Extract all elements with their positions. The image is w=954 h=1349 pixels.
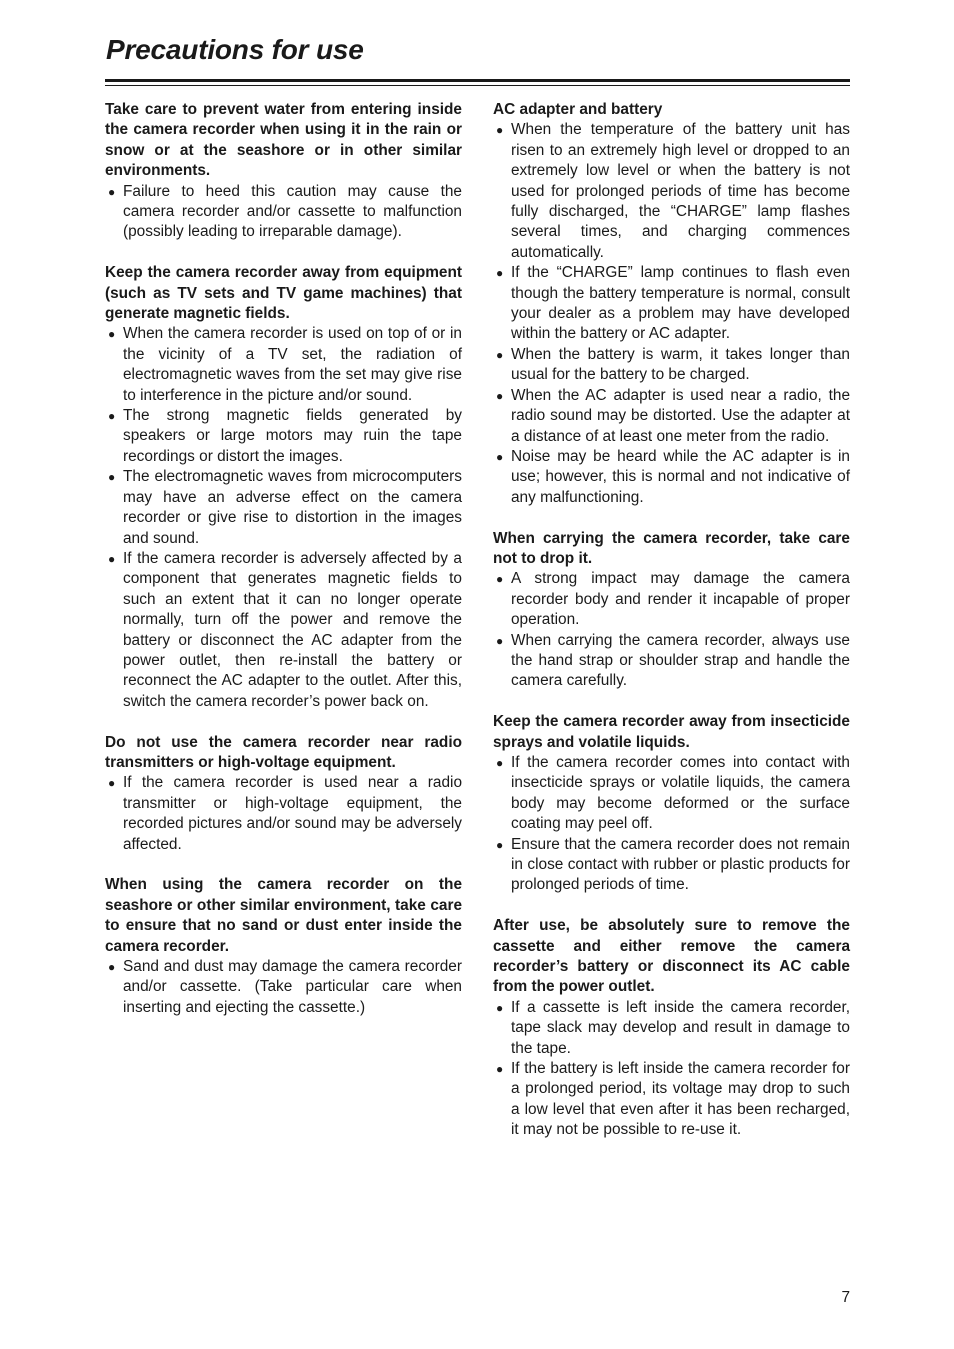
bullet-list (105, 324, 462, 712)
right-column (493, 100, 850, 1161)
bullet-list (105, 182, 462, 243)
bullet-item (493, 120, 850, 263)
bullet-icon: ● (108, 409, 116, 424)
bullet-item (493, 835, 850, 896)
bullet-item (105, 549, 462, 712)
title-rule-thick (105, 79, 850, 82)
section-heading: Do not use the camera recorder near radio transmitters or high-voltage equipment. (105, 733, 462, 771)
bullet-icon: ● (496, 755, 504, 770)
bullet-item (493, 631, 850, 692)
bullet-icon: ● (108, 776, 116, 791)
bullet-text: If the battery is left inside the camera recorder for a prolonged period, its voltage may drop to such a low level that even after it has been recharged, it may not be possible to re-use it. (511, 1060, 850, 1139)
bullet-text: If a cassette is left inside the camera recorder, tape slack may develop and result in damage to the tape. (511, 998, 850, 1057)
section-heading: Keep the camera recorder away from insecticide sprays and volatile liquids. (493, 713, 850, 751)
bullet-text: Noise may be heard while the AC adapter is in use; however, this is normal and not indicative of any malfunctioning. (511, 447, 850, 506)
page-title: Precautions for use (106, 34, 364, 65)
bullet-icon: ● (108, 327, 116, 342)
bullet-list (493, 120, 850, 508)
bullet-icon: ● (496, 1062, 504, 1077)
bullet-text: When the temperature of the battery unit has risen to an extremely high level or dropped to an extremely low level or when the battery is not used for prolonged periods of time has become fully discharged, the “CHARGE” lamp flashes several times, and charging commences automatically. (511, 121, 850, 261)
bullet-icon: ● (496, 837, 504, 852)
bullet-item (105, 467, 462, 549)
bullet-item (493, 1059, 850, 1141)
bullet-icon: ● (496, 633, 504, 648)
section-radio-transmitters (105, 733, 462, 855)
section-ac-adapter-battery (493, 100, 850, 508)
section-water (105, 100, 462, 243)
bullet-text: If the camera recorder comes into contact with insecticide sprays or volatile liquids, the camera body may become deformed or the surface coating may peel off. (511, 753, 850, 833)
bullet-text: The strong magnetic fields generated by speakers or large motors may ruin the tape recordings or distort the images. (123, 407, 462, 465)
section-heading: When using the camera recorder on the seashore or other similar environment, take care to ensure that no sand or dust enter inside the camera recorder. (105, 876, 462, 955)
bullet-icon: ● (108, 960, 116, 975)
bullet-item (105, 773, 462, 855)
section-carrying (493, 529, 850, 692)
bullet-text: If the “CHARGE” lamp continues to flash even though the battery temperature is normal, consult your dealer as a problem may have developed within the battery or AC adapter. (511, 264, 850, 343)
bullet-item (493, 263, 850, 345)
bullet-list (493, 998, 850, 1141)
section-after-use (493, 916, 850, 1140)
bullet-icon: ● (496, 1000, 504, 1015)
bullet-item (493, 753, 850, 835)
section-sand-dust (105, 875, 462, 1018)
bullet-text: When the AC adapter is used near a radio, the radio sound may be distorted. Use the adapter at a distance of at least one meter from the radio. (511, 386, 850, 445)
bullet-text: A strong impact may damage the camera recorder body and render it incapable of proper operation. (511, 570, 850, 629)
bullet-text: If the camera recorder is adversely affected by a component that generates magnetic fields to such an extent that it can no longer operate normally, turn off the power and remove the battery or disconnect the AC adapter from the power outlet, then re-install the battery or reconnect the AC adapter to the outlet. After this, switch the camera recorder’s power back on. (123, 549, 462, 710)
section-heading: After use, be absolutely sure to remove the cassette and either remove the camera recorder’s battery or disconnect its AC cable from the power outlet. (493, 917, 850, 996)
bullet-item (493, 998, 850, 1059)
bullet-icon: ● (496, 266, 504, 281)
bullet-list (493, 569, 850, 691)
page-number: 7 (841, 1289, 850, 1306)
section-magnetic-fields (105, 263, 462, 712)
bullet-text: Failure to heed this caution may cause the camera recorder and/or cassette to malfunction (possibly leading to irreparable damage). (123, 182, 462, 241)
bullet-item (493, 345, 850, 386)
bullet-icon: ● (496, 347, 504, 362)
bullet-icon: ● (496, 449, 504, 464)
bullet-icon: ● (496, 123, 504, 138)
left-column (105, 100, 462, 1039)
bullet-text: When carrying the camera recorder, always use the hand strap or shoulder strap and handle the camera carefully. (511, 631, 850, 690)
bullet-text: When the camera recorder is used on top of or in the vicinity of a TV set, the radiation of electromagnetic waves from the set may give rise to interference in the picture and/or sound. (123, 325, 462, 404)
title-rule-thin (105, 85, 850, 86)
bullet-text: Ensure that the camera recorder does not remain in close contact with rubber or plastic products for prolonged periods of time. (511, 835, 850, 894)
bullet-list (105, 773, 462, 855)
bullet-item (493, 386, 850, 447)
bullet-list (493, 753, 850, 896)
bullet-item (105, 324, 462, 406)
bullet-text: When the battery is warm, it takes longer than usual for the battery to be charged. (511, 345, 850, 384)
bullet-list (105, 957, 462, 1018)
bullet-text: If the camera recorder is used near a radio transmitter or high-voltage equipment, the recorded pictures and/or sound may be adversely affected. (123, 774, 462, 853)
bullet-item (493, 447, 850, 508)
section-heading: When carrying the camera recorder, take care not to drop it. (493, 529, 850, 567)
bullet-item (105, 957, 462, 1018)
bullet-item (105, 182, 462, 243)
section-heading: Keep the camera recorder away from equipment (such as TV sets and TV game machines) that generate magnetic fields. (105, 264, 462, 323)
bullet-icon: ● (108, 470, 116, 485)
section-heading: AC adapter and battery (493, 101, 663, 118)
bullet-item (105, 406, 462, 467)
bullet-text: Sand and dust may damage the camera recorder and/or cassette. (Take particular care when inserting and ejecting the cassette.) (123, 958, 462, 1016)
bullet-icon: ● (496, 572, 504, 587)
section-heading: Take care to prevent water from entering inside the camera recorder when using it in the rain or snow or at the seashore or in other similar environments. (105, 101, 462, 180)
section-insecticide (493, 712, 850, 896)
bullet-item (493, 569, 850, 630)
bullet-icon: ● (108, 551, 116, 566)
bullet-icon: ● (496, 388, 504, 403)
bullet-icon: ● (108, 184, 116, 199)
bullet-text: The electromagnetic waves from microcomputers may have an adverse effect on the camera recorder or give rise to distortion in the images and sound. (123, 468, 462, 547)
